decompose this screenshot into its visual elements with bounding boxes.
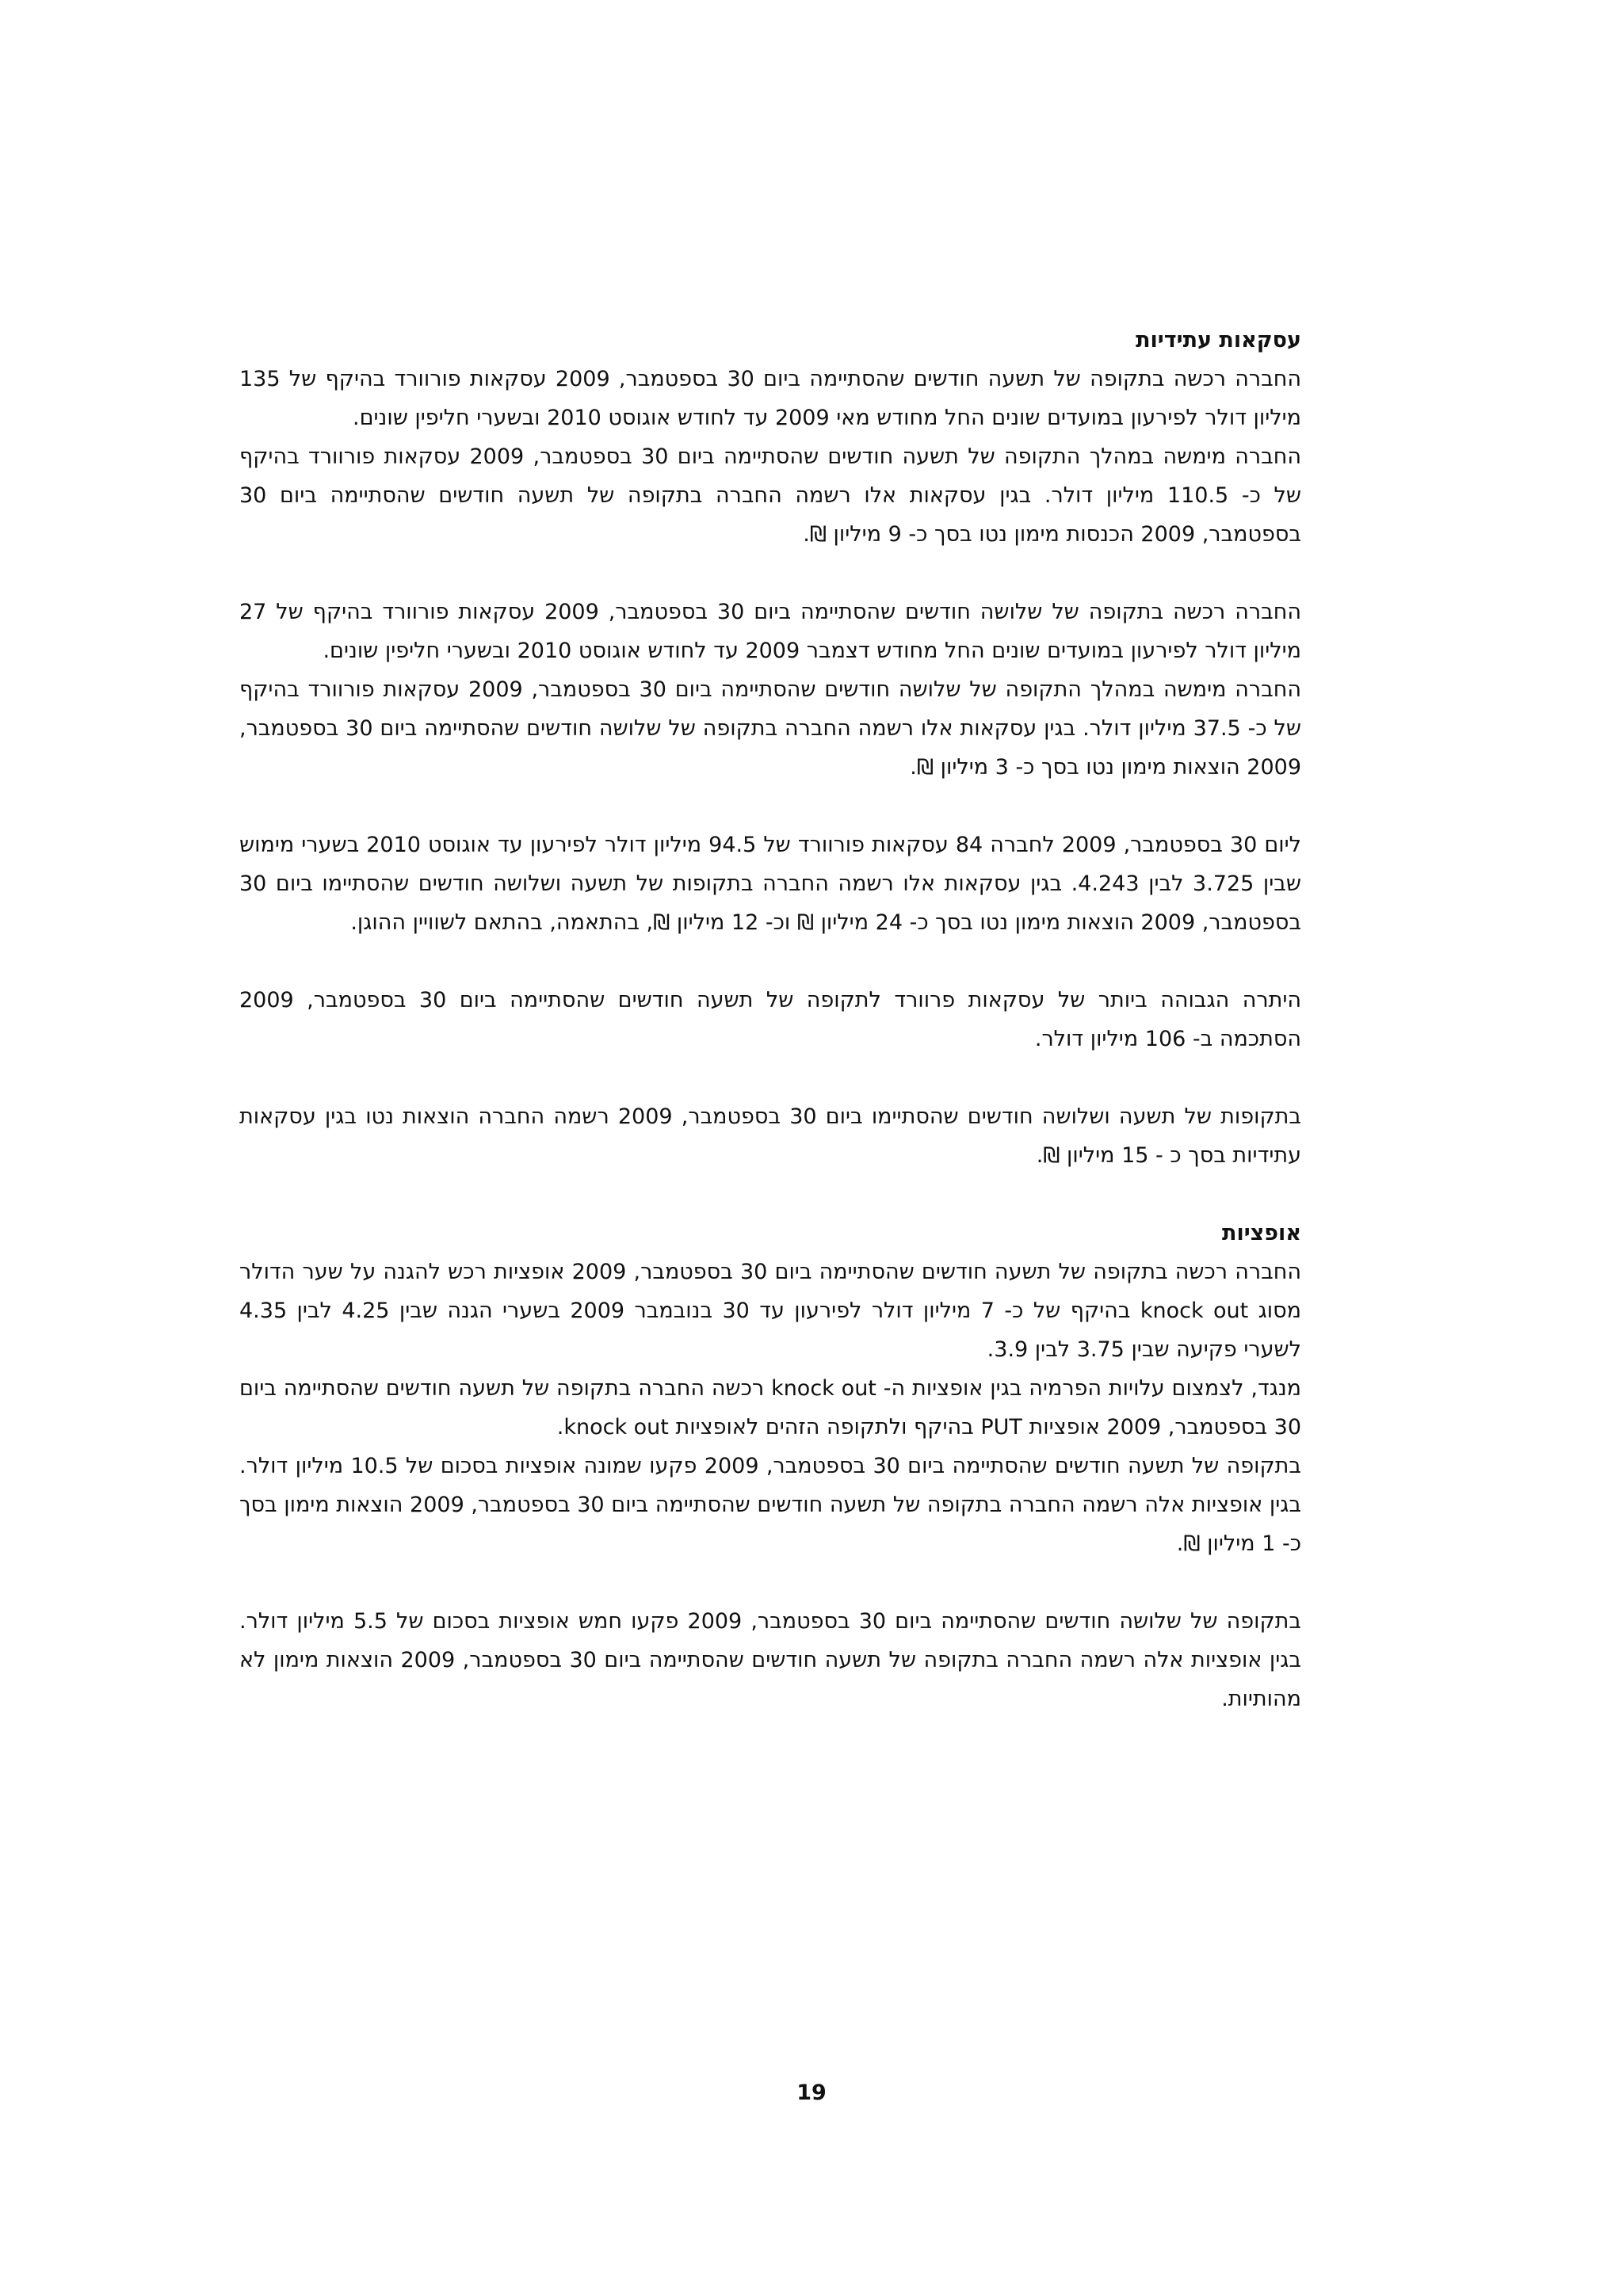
- paragraph: בתקופה של שלושה חודשים שהסתיימה ביום 30 בספטמבר, 2009 פקעו חמש אופציות בסכום של 5.5 מיליון דולר. בגין אופציות אלה רשמה החברה בתקופה של תשעה חודשים שהסתיימה ביום 30 בספטמבר, 2009 הוצאות מימון לא מהותיות.: [239, 1609, 1302, 1711]
- page-number: 19: [796, 2081, 827, 2105]
- paragraph: בתקופות של תשעה ושלושה חודשים שהסתיימו ביום 30 בספטמבר, 2009 רשמה החברה הוצאות נטו בגין עסקאות עתידיות בסך כ - 15 מיליון ₪.: [239, 1104, 1301, 1168]
- paragraph: החברה מימשה במהלך התקופה של שלושה חודשים שהסתיימה ביום 30 בספטמבר, 2009 עסקאות פורוורד בהיקף של כ- 37.5 מיליון דולר. בגין עסקאות אלו רשמה החברה בתקופה של שלושה חודשים שהסתיימה ביום 30 בספטמבר, 2009 הוצאות מימון נטו בסך כ- 3 מיליון ₪.: [239, 677, 1302, 780]
- paragraph: החברה רכשה בתקופה של תשעה חודשים שהסתיימה ביום 30 בספטמבר, 2009 אופציות רכש להגנה על שער הדולר מסוג knock out בהיקף של כ- 7 מיליון דולר לפירעון עד 30 בנובמבר 2009 בשערי הגנה שבין 4.25 לבין 4.35 לשערי פקיעה שבין 3.75 לבין 3.9.: [239, 1260, 1301, 1362]
- document-body: [239, 321, 1301, 1718]
- section-heading-futures: עסקאות עתידיות: [1136, 328, 1301, 353]
- spacer: [239, 554, 1301, 593]
- paragraph: החברה מימשה במהלך התקופה של תשעה חודשים שהסתיימה ביום 30 בספטמבר, 2009 עסקאות פורוורד בהיקף של כ- 110.5 מיליון דולר. בגין עסקאות אלו רשמה החברה בתקופה של תשעה חודשים שהסתיימה ביום 30 בספטמבר, 2009 הכנסות מימון נטו בסך כ- 9 מיליון ₪.: [239, 444, 1301, 547]
- spacer: [239, 1175, 1301, 1214]
- spacer: [239, 942, 1301, 981]
- paragraph: היתרה הגבוהה ביותר של עסקאות פרוורד לתקופה של תשעה חודשים שהסתיימה ביום 30 בספטמבר, 2009 הסתכמה ב- 106 מיליון דולר.: [239, 988, 1301, 1051]
- spacer: [239, 1563, 1301, 1602]
- paragraph: בתקופה של תשעה חודשים שהסתיימה ביום 30 בספטמבר, 2009 פקעו שמונה אופציות בסכום של 10.5 מיליון דולר. בגין אופציות אלה רשמה החברה בתקופה של תשעה חודשים שהסתיימה ביום 30 בספטמבר, 2009 הוצאות מימון בסך כ- 1 מיליון ₪.: [239, 1454, 1301, 1556]
- paragraph: ליום 30 בספטמבר, 2009 לחברה 84 עסקאות פורוורד של 94.5 מיליון דולר לפירעון עד אוגוסט 2010 בשערי מימוש שבין 3.725 לבין 4.243. בגין עסקאות אלו רשמה החברה בתקופות של תשעה ושלושה חודשים שהסתיימו ביום 30 בספטמבר, 2009 הוצאות מימון נטו בסך כ- 24 מיליון ₪ וכ- 12 מיליון ₪, בהתאמה, בהתאם לשוויין ההוגן.: [239, 833, 1302, 935]
- spacer: [239, 1058, 1301, 1097]
- section-heading-options: אופציות: [1222, 1221, 1301, 1245]
- paragraph: החברה רכשה בתקופה של שלושה חודשים שהסתיימה ביום 30 בספטמבר, 2009 עסקאות פורוורד בהיקף של 27 מיליון דולר לפירעון במועדים שונים החל מחודש דצמבר 2009 עד לחודש אוגוסט 2010 ובשערי חליפין שונים.: [239, 600, 1301, 663]
- paragraph: מנגד, לצמצום עלויות הפרמיה בגין אופציות ה- knock out רכשה החברה בתקופה של תשעה חודשים שהסתיימה ביום 30 בספטמבר, 2009 אופציות PUT בהיקף ולתקופה הזהים לאופציות knock out.: [239, 1376, 1301, 1440]
- spacer: [239, 787, 1301, 826]
- paragraph: החברה רכשה בתקופה של תשעה חודשים שהסתיימה ביום 30 בספטמבר, 2009 עסקאות פורוורד בהיקף של 135 מיליון דולר לפירעון במועדים שונים החל מחודש מאי 2009 עד לחודש אוגוסט 2010 ובשערי חליפין שונים.: [239, 367, 1302, 430]
